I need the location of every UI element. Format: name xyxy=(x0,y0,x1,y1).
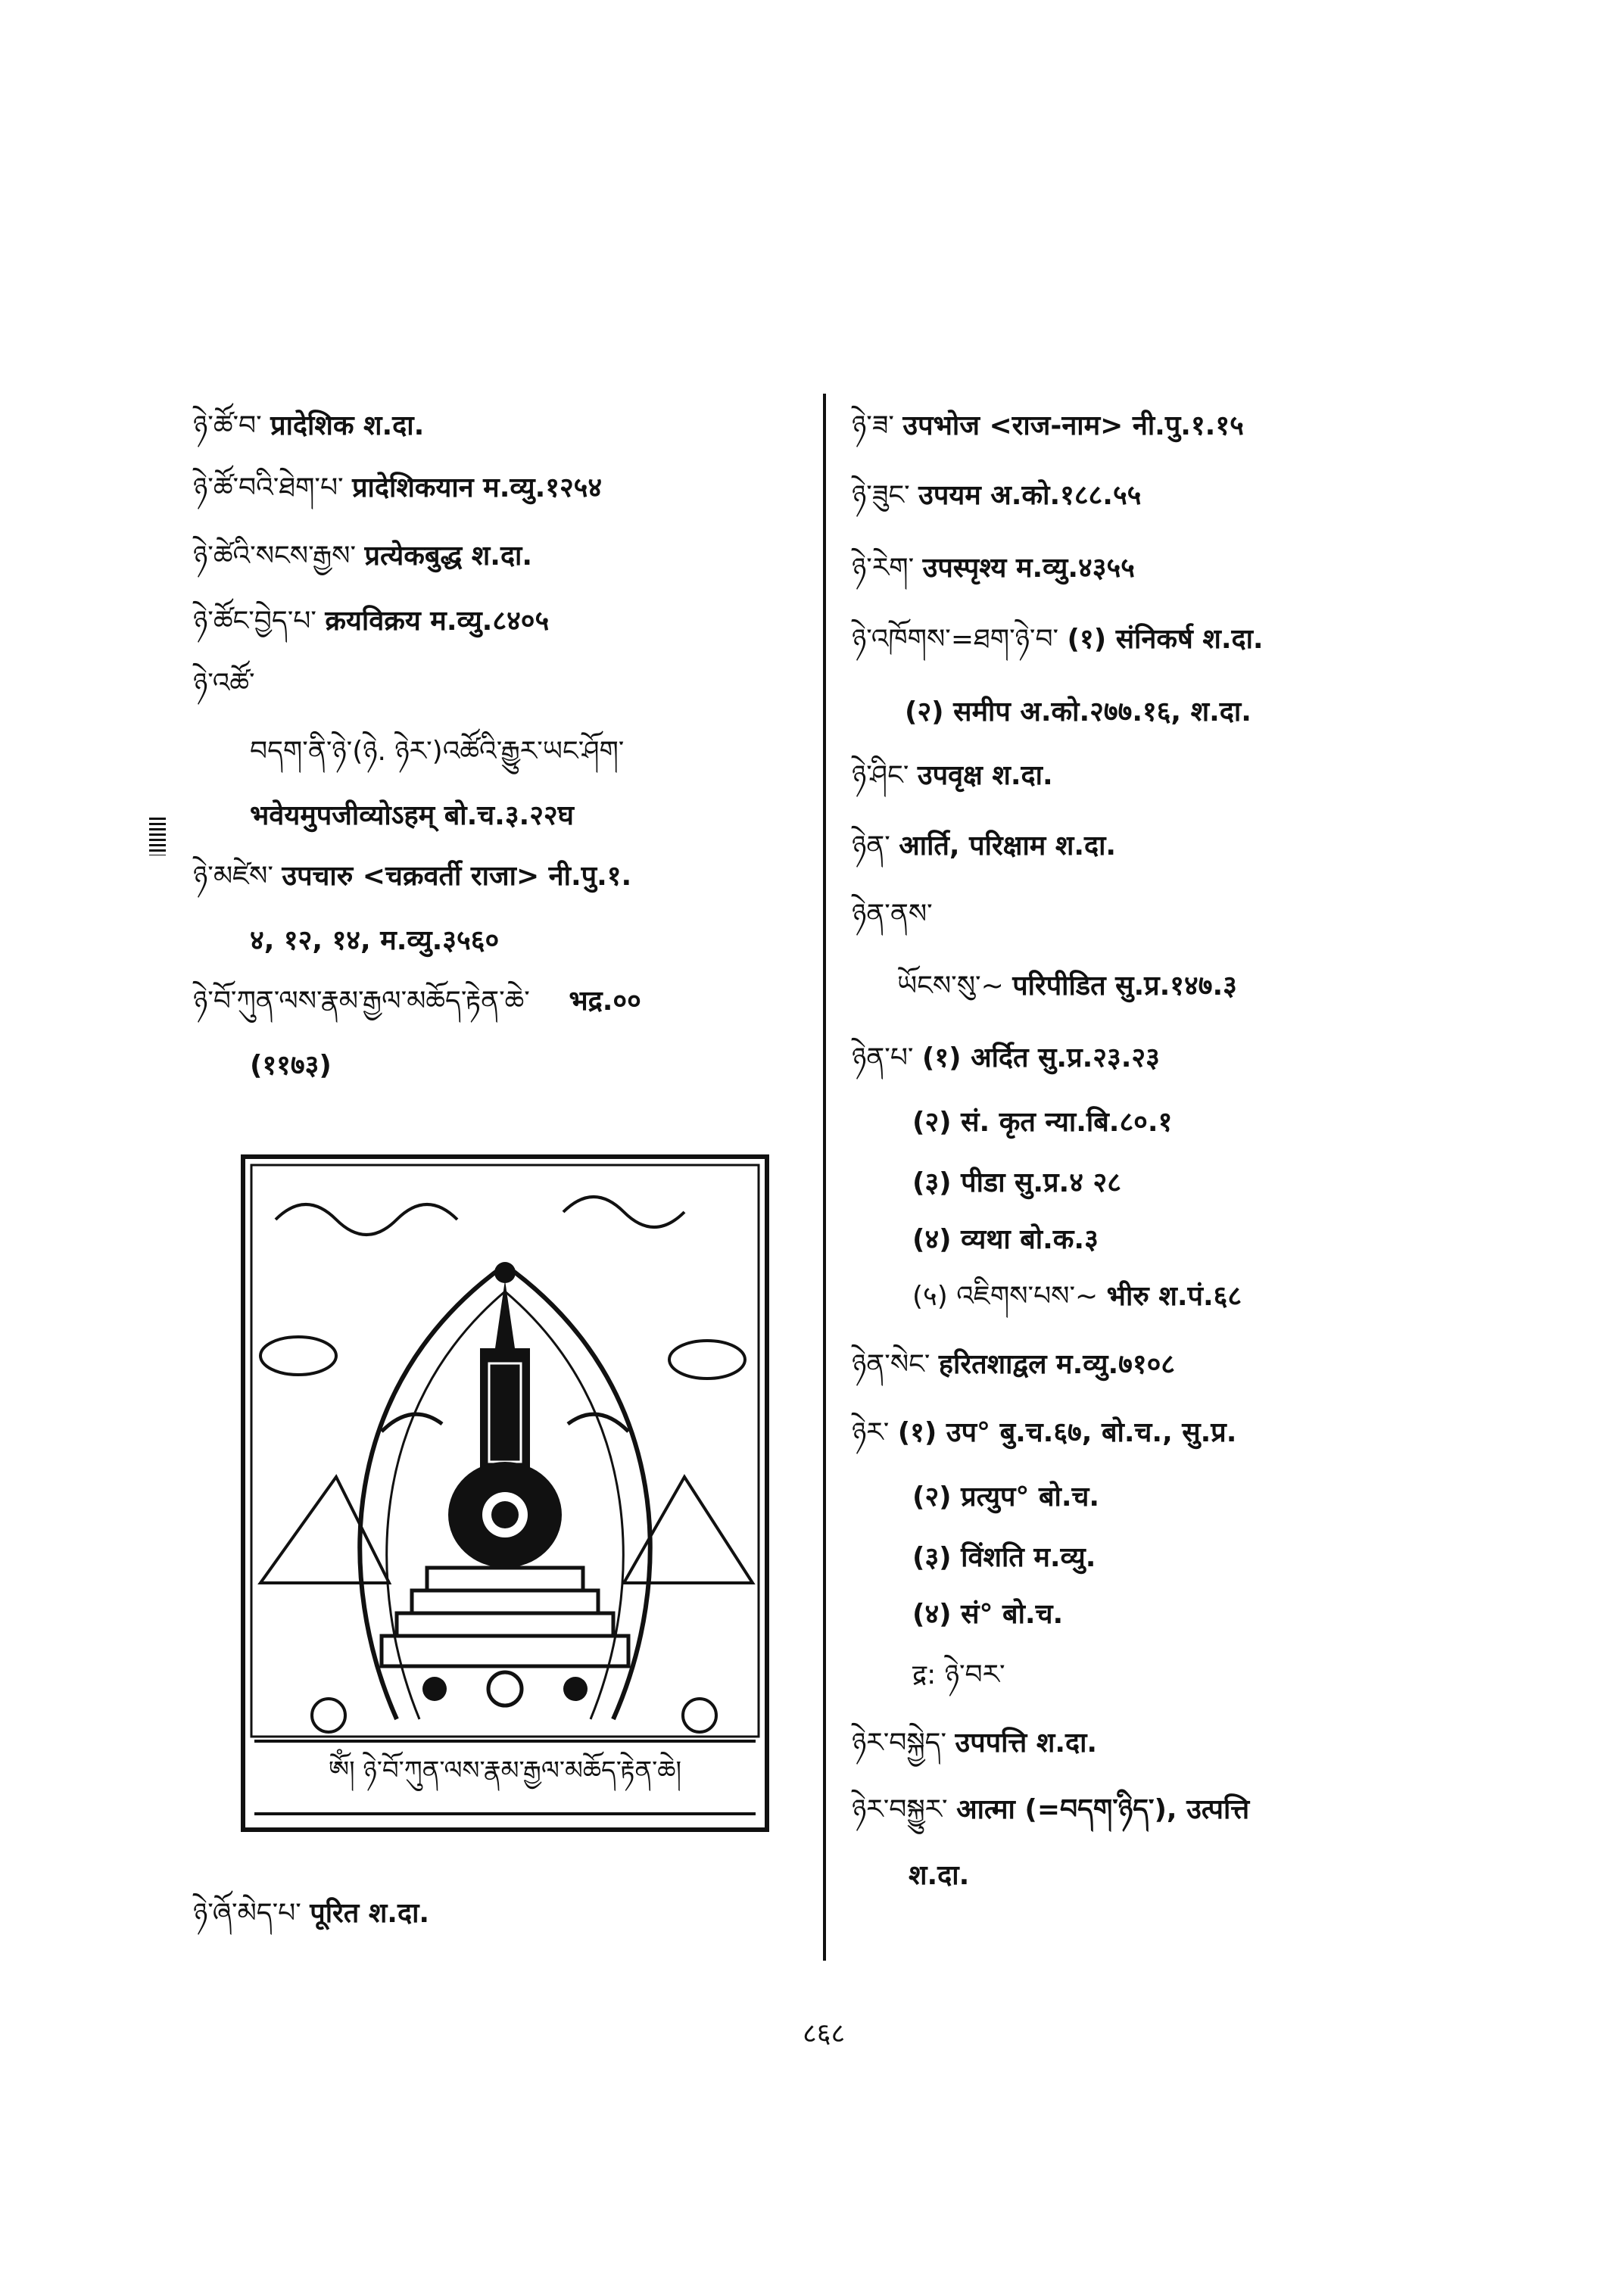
right-entry: (२) प्रत्युप° बो.च. xyxy=(912,1481,1100,1513)
left-entry: ४, १२, १४, म.व्यु.३५६० xyxy=(250,925,500,956)
left-entry: ཉེ་བོ་ཀུན་ལས་རྣམ་རྒྱལ་མཆོད་རྟེན་ཆེ་ भद्र.०० xyxy=(193,986,641,1017)
left-entry: ཉེ་ཚོ་བ་ प्रादेशिक श.दा. xyxy=(193,410,425,441)
right-entry: ཉེན་སེང་ हरितशाद्वल म.व्यु.७१०८ xyxy=(852,1349,1176,1380)
column-divider xyxy=(823,394,826,1961)
page-number: ८६८ xyxy=(803,2018,846,2049)
right-entry: (५) འཇིགས་པས་~ भीरु श.पं.६८ xyxy=(912,1281,1242,1312)
right-entry: (२) सं. कृत न्या.बि.८०.१ xyxy=(912,1107,1173,1138)
right-entry: ཉེ་རེག་ उपस्पृश्य म.व्यु.४३५५ xyxy=(852,553,1135,584)
right-entry: द्र: ཉེ་བར་ xyxy=(912,1659,1005,1690)
left-entry: ཉེ་མཛེས་ उपचारु <चक्रवर्ती राजा> नी.पु.१. xyxy=(193,861,632,892)
right-entry: ཉེན་ནས་ xyxy=(852,899,933,930)
left-entry: (११७३) xyxy=(250,1050,332,1081)
left-entry: ཉེ་ཚོང་བྱེད་པ་ क्रयविक्रय म.व्यु.८४०५ xyxy=(193,606,550,637)
right-entry: ཉེ་འཁོགས་=ཐག་ཉེ་བ་ (१) संनिकर्ष श.दा. xyxy=(852,624,1264,655)
margin-mark xyxy=(149,818,166,855)
right-entry: ཉེར་བསྐྱེད་ उपपत्ति श.दा. xyxy=(852,1728,1098,1759)
stupa-illustration xyxy=(241,1154,769,1832)
right-entry: ཉེན་པ་ (१) अर्दित सु.प्र.२३.२३ xyxy=(852,1042,1160,1073)
left-entry: ཉེ་འཚོ་ xyxy=(193,668,255,699)
right-entry: (३) पीडा सु.प्र.४ २८ xyxy=(912,1167,1121,1198)
left-entry: ཉེ་ཚོ་བའི་ཐེག་པ་ प्रादेशिकयान म.व्यु.१२५४ xyxy=(193,472,603,503)
right-entry: ཉེ་ཟུང་ उपयम अ.को.१८८.५५ xyxy=(852,480,1142,511)
right-entry: (३) विंशति म.व्यु. xyxy=(912,1542,1096,1573)
left-entry: བདག་ནི་ཉེ་(ཉེ. ཉེར་)འཚོའི་རྒྱུར་ཡང་ཤོག་ xyxy=(250,736,625,767)
right-entry: ཉེར་ (१) उप° बु.च.६७, बो.च., सु.प्र. xyxy=(852,1417,1237,1448)
right-entry: श.दा. xyxy=(909,1860,970,1891)
right-entry: ཉེ་ཤིང་ उपवृक्ष श.दा. xyxy=(852,760,1053,791)
left-entry: भवेयमुपजीव्योऽहम् बो.च.३.२२घ xyxy=(250,800,574,831)
right-entry: (४) व्यथा बो.क.३ xyxy=(912,1224,1099,1255)
right-entry: (२) समीप अ.को.२७७.१६, श.दा. xyxy=(905,696,1252,727)
picture-caption: ཨོཾ། ཉེ་བོ་ཀུན་ལས་རྣམ་རྒྱལ་མཆོད་རྟེན་ཆེ། xyxy=(254,1740,756,1815)
left-entry: ཉེ་ཚེའི་སངས་རྒྱས་ प्रत्येकबुद्ध श.दा. xyxy=(193,541,533,572)
right-entry: ཉེ་ཟ་ उपभोज <राज-नाम> नी.पु.१.१५ xyxy=(852,410,1244,441)
left-entry: ཉེ་ཞོ་མེད་པ་ पूरित श.दा. xyxy=(193,1898,430,1929)
stupa-drawing xyxy=(245,1159,765,1742)
right-entry: ཡོངས་སུ་~ परिपीडित सु.प्र.१४७.३ xyxy=(897,970,1237,1002)
right-entry: ཉེན་ आर्ति, परिक्षाम श.दा. xyxy=(852,830,1117,861)
right-entry: ཉེར་བསྐྱུར་ आत्मा (=བདག་ཉིད་), उत्पत्ति xyxy=(852,1794,1250,1825)
right-entry: (४) सं° बो.च. xyxy=(912,1599,1064,1630)
